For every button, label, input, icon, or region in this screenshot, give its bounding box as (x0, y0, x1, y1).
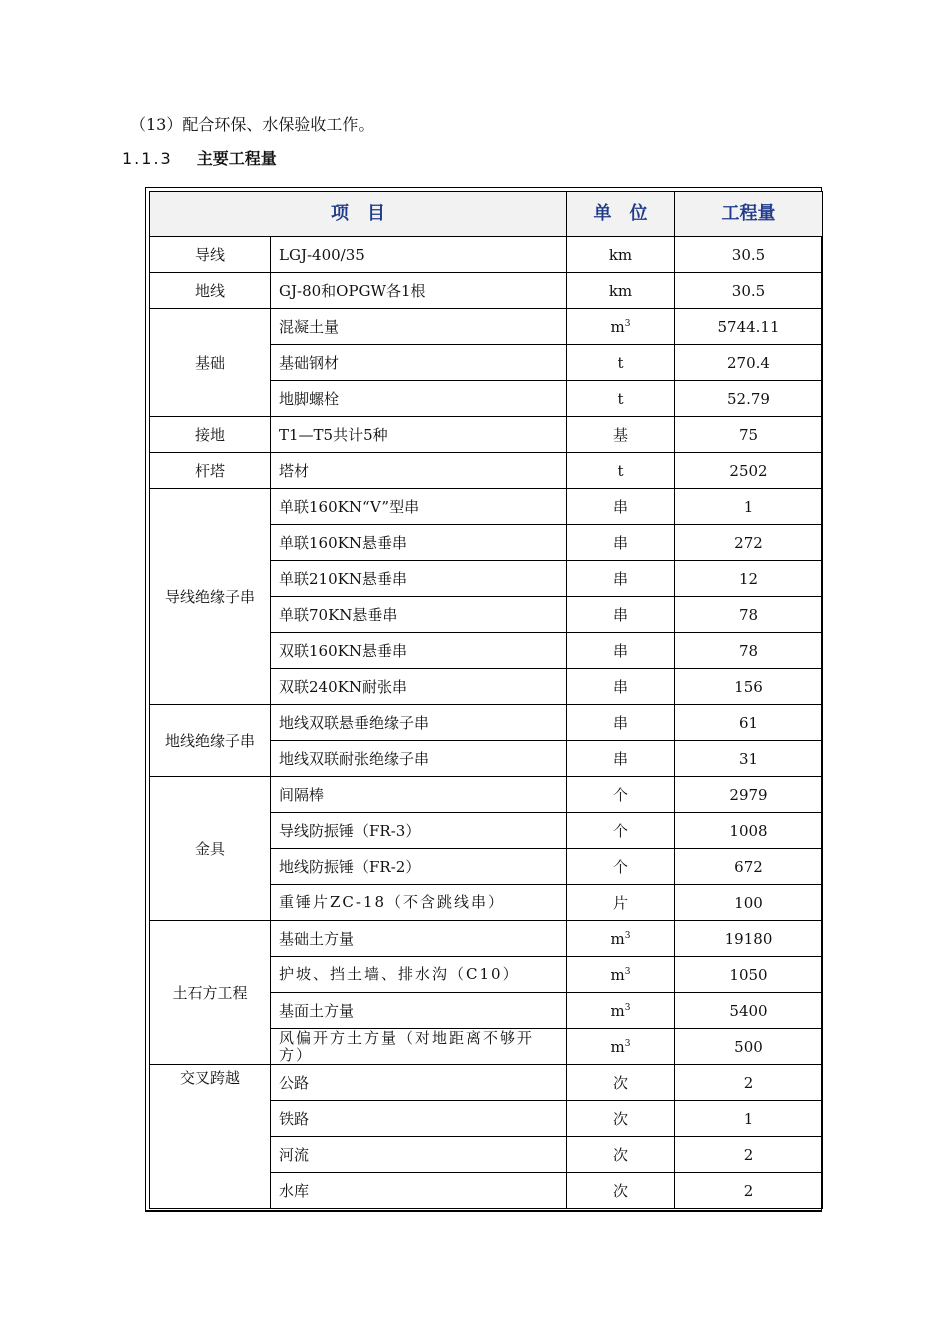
unit-cell (567, 597, 675, 633)
header-item: 项 目 (150, 192, 567, 237)
item-cell: 基面土方量 (271, 993, 567, 1029)
quantity-cell: 272 (675, 525, 823, 561)
quantity-cell: 1050 (675, 957, 823, 993)
item-cell: 单联160KN悬垂串 (271, 525, 567, 561)
quantities-table-frame (145, 187, 822, 1212)
unit-cell (567, 705, 675, 741)
unit-text: 串 (612, 605, 628, 624)
quantity-cell: 5400 (675, 993, 823, 1029)
quantity-cell: 1008 (675, 813, 823, 849)
item-cell: 双联240KN耐张串 (271, 669, 567, 705)
quantity-cell: 156 (675, 669, 823, 705)
item-cell: 公路 (271, 1065, 567, 1101)
unit-text: 串 (612, 533, 628, 552)
item-cell: 基础钢材 (271, 345, 567, 381)
unit-superscript: 3 (624, 930, 631, 941)
table-row (150, 273, 823, 309)
unit-cell (567, 453, 675, 489)
quantity-cell: 2502 (675, 453, 823, 489)
item-cell: LGJ-400/35 (271, 237, 567, 273)
item-cell: 单联210KN悬垂串 (271, 561, 567, 597)
quantity-cell: 31 (675, 741, 823, 777)
quantity-cell: 1 (675, 1101, 823, 1137)
unit-text: t (617, 353, 624, 372)
unit-text: 串 (612, 749, 628, 768)
unit-text: 次 (612, 1181, 628, 1200)
quantity-cell: 2 (675, 1065, 823, 1101)
item-cell: 河流 (271, 1137, 567, 1173)
table-row (150, 309, 823, 345)
category-cell: 导线 (150, 237, 271, 273)
unit-cell (567, 309, 675, 345)
unit-cell (567, 1101, 675, 1137)
unit-text: 个 (612, 785, 628, 804)
unit-cell (567, 741, 675, 777)
table-row (150, 453, 823, 489)
table-row (150, 417, 823, 453)
table-row (150, 1065, 823, 1101)
unit-cell (567, 237, 675, 273)
item-cell: 双联160KN悬垂串 (271, 633, 567, 669)
unit-text: t (617, 389, 624, 408)
unit-cell (567, 993, 675, 1029)
item-cell: 地线双联耐张绝缘子串 (271, 741, 567, 777)
unit-cell (567, 921, 675, 957)
unit-cell (567, 273, 675, 309)
quantity-cell: 61 (675, 705, 823, 741)
unit-cell (567, 633, 675, 669)
unit-text: km (608, 281, 633, 300)
quantity-cell: 2 (675, 1137, 823, 1173)
table-row (150, 777, 823, 813)
unit-cell (567, 1137, 675, 1173)
item-cell: 导线防振锤（FR-3） (271, 813, 567, 849)
unit-text: 次 (612, 1109, 628, 1128)
unit-cell (567, 417, 675, 453)
unit-cell (567, 381, 675, 417)
unit-text: 片 (612, 893, 628, 912)
header-unit: 单 位 (567, 192, 675, 237)
unit-cell (567, 1173, 675, 1209)
unit-cell (567, 669, 675, 705)
item-cell: 护坡、挡土墙、排水沟（C10） (271, 957, 567, 993)
quantity-cell: 78 (675, 633, 823, 669)
item-cell: 重锤片ZC-18（不含跳线串） (271, 885, 567, 921)
unit-cell (567, 957, 675, 993)
item-cell: 铁路 (271, 1101, 567, 1137)
unit-superscript: 3 (624, 966, 631, 977)
unit-text: 串 (612, 713, 628, 732)
quantities-table (149, 191, 823, 1209)
quantity-cell: 100 (675, 885, 823, 921)
item-cell: 单联70KN悬垂串 (271, 597, 567, 633)
unit-superscript: 3 (624, 1038, 631, 1049)
paragraph-item-13: （13）配合环保、水保验收工作。 (130, 115, 375, 134)
section-number: 1.1.3 (122, 149, 173, 168)
unit-cell (567, 525, 675, 561)
unit-text: 个 (612, 857, 628, 876)
section-heading (122, 148, 277, 170)
item-cell: T1—T5共计5种 (271, 417, 567, 453)
unit-text: t (617, 461, 624, 480)
item-cell: 地线双联悬垂绝缘子串 (271, 705, 567, 741)
header-quantity: 工程量 (675, 192, 823, 237)
quantity-cell: 2 (675, 1173, 823, 1209)
unit-cell (567, 489, 675, 525)
item-cell: GJ-80和OPGW各1根 (271, 273, 567, 309)
table-row (150, 237, 823, 273)
section-title: 主要工程量 (196, 149, 277, 168)
table-row (150, 921, 823, 957)
item-cell: 风偏开方土方量（对地距离不够开方） (271, 1029, 567, 1065)
quantity-cell: 30.5 (675, 273, 823, 309)
item-cell: 地脚螺栓 (271, 381, 567, 417)
item-cell: 混凝土量 (271, 309, 567, 345)
category-cell: 地线绝缘子串 (150, 705, 271, 777)
unit-cell (567, 849, 675, 885)
unit-cell (567, 1029, 675, 1065)
category-cell: 基础 (150, 309, 271, 417)
unit-cell (567, 885, 675, 921)
unit-text: m (610, 1037, 625, 1056)
quantity-cell: 30.5 (675, 237, 823, 273)
item-cell: 地线防振锤（FR-2） (271, 849, 567, 885)
unit-text: m (610, 929, 625, 948)
unit-text: 串 (612, 569, 628, 588)
quantity-cell: 19180 (675, 921, 823, 957)
unit-superscript: 3 (624, 318, 631, 329)
quantity-cell: 52.79 (675, 381, 823, 417)
category-cell: 接地 (150, 417, 271, 453)
item-cell: 水库 (271, 1173, 567, 1209)
unit-text: km (608, 245, 633, 264)
category-cell: 杆塔 (150, 453, 271, 489)
item-cell: 间隔棒 (271, 777, 567, 813)
item-cell: 单联160KN“V”型串 (271, 489, 567, 525)
item-cell: 塔材 (271, 453, 567, 489)
table-row (150, 489, 823, 525)
unit-text: m (610, 965, 625, 984)
table-header-row (150, 192, 823, 237)
quantity-cell: 5744.11 (675, 309, 823, 345)
unit-text: 串 (612, 641, 628, 660)
quantity-cell: 78 (675, 597, 823, 633)
unit-text: 次 (612, 1073, 628, 1092)
quantity-cell: 270.4 (675, 345, 823, 381)
table-row (150, 705, 823, 741)
category-cell: 交叉跨越 (150, 1065, 271, 1209)
unit-cell (567, 1065, 675, 1101)
category-cell: 地线 (150, 273, 271, 309)
quantity-cell: 75 (675, 417, 823, 453)
quantity-cell: 12 (675, 561, 823, 597)
unit-cell (567, 777, 675, 813)
unit-text: 串 (612, 497, 628, 516)
unit-cell (567, 345, 675, 381)
unit-text: 次 (612, 1145, 628, 1164)
quantity-cell: 2979 (675, 777, 823, 813)
category-cell: 导线绝缘子串 (150, 489, 271, 705)
unit-text: m (610, 317, 625, 336)
unit-text: 个 (612, 821, 628, 840)
quantity-cell: 500 (675, 1029, 823, 1065)
unit-text: 串 (612, 677, 628, 696)
quantity-cell: 672 (675, 849, 823, 885)
quantity-cell: 1 (675, 489, 823, 525)
category-cell: 土石方工程 (150, 921, 271, 1065)
category-cell: 金具 (150, 777, 271, 921)
unit-superscript: 3 (624, 1002, 631, 1013)
unit-text: 基 (612, 425, 628, 444)
unit-text: m (610, 1001, 625, 1020)
item-cell: 基础土方量 (271, 921, 567, 957)
unit-cell (567, 561, 675, 597)
unit-cell (567, 813, 675, 849)
